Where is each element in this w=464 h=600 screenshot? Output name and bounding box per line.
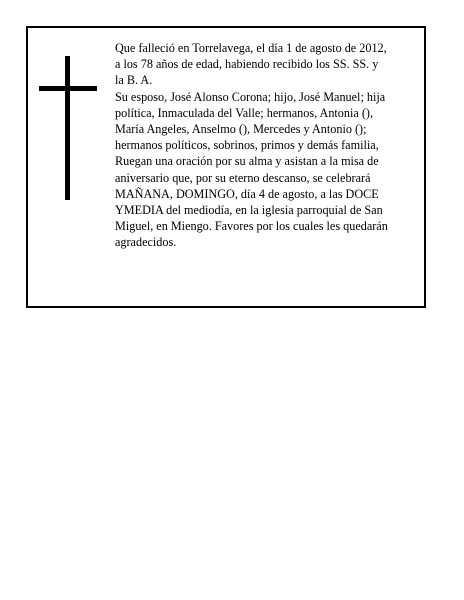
notice-line: política, Inmaculada del Valle; hermanos, Antonia (),	[115, 105, 374, 120]
notice-text	[115, 40, 423, 251]
notice-line: hermanos políticos, sobrinos, primos y demás familia,	[115, 138, 379, 153]
notice-line: agradecidos.	[115, 235, 177, 250]
obituary-notice	[26, 26, 426, 308]
cross-vertical-bar	[65, 56, 70, 200]
notice-line: aniversario que, por su eterno descanso, se celebrará	[115, 170, 371, 185]
notice-line: Que falleció en Torrelavega, el día 1 de agosto de 2012,	[115, 41, 387, 55]
cross-icon	[39, 56, 97, 200]
notice-line: YMEDIA del mediodía, en la iglesia parroquial de San	[115, 203, 383, 218]
notice-line: Ruegan una oración por su alma y asistan a la misa de	[115, 154, 379, 169]
notice-line: María Angeles, Anselmo (), Mercedes y Antonio ();	[115, 122, 367, 137]
notice-line: Miguel, en Miengo. Favores por los cuales les quedarán	[115, 219, 388, 234]
cross-horizontal-bar	[39, 86, 97, 91]
notice-line: MAÑANA, DOMINGO, día 4 de agosto, a las DOCE	[115, 186, 379, 201]
notice-line: la B. A.	[115, 73, 153, 88]
notice-line: Su esposo, José Alonso Corona; hijo, José Manuel; hija	[115, 89, 386, 104]
notice-line: a los 78 años de edad, habiendo recibido los SS. SS. y	[115, 57, 379, 72]
